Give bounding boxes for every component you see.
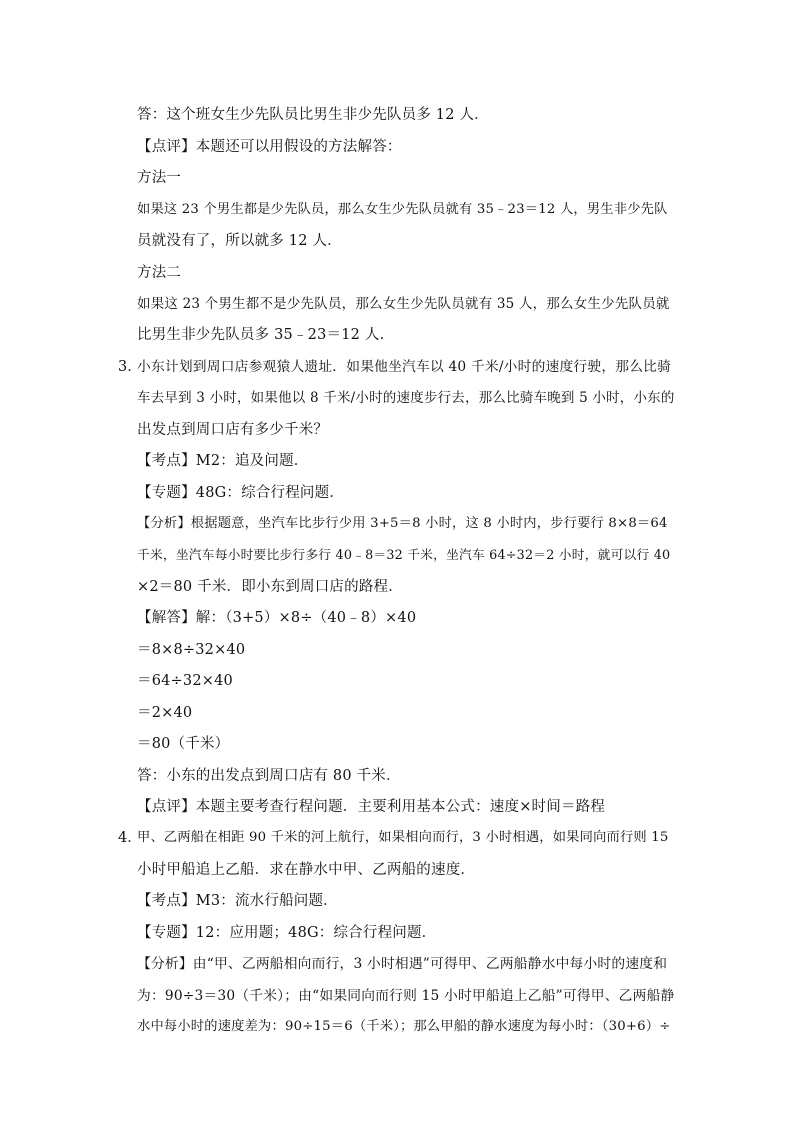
text-line: 出发点到周口店有多少千米？ <box>137 422 329 438</box>
text-line: 比男生非少先队员多 35﹣23＝12 人． <box>137 327 395 343</box>
text-line: 方法二 <box>137 265 182 281</box>
text-line: ×2＝80 千米．即小东到周口店的路程． <box>137 579 403 595</box>
text-line: 如果这 23 个男生都不是少先队员，那么女生少先队员就有 35 人，那么女生少先队员就 <box>137 296 670 312</box>
text-line: 【点评】本题主要考查行程问题．主要利用基本公式：速度×时间＝路程 <box>137 799 606 815</box>
question-number: 3． <box>118 359 142 375</box>
question-number: 4． <box>118 830 142 846</box>
text-line: 员就没有了，所以就多 12 人． <box>137 233 342 249</box>
text-line: 千米，坐汽车每小时要比步行多行 40﹣8＝32 千米，坐汽车 64÷32＝2 小时，就可以行 40 <box>137 548 671 563</box>
text-line: 甲、乙两船在相距 90 千米的河上航行，如果相向而行，3 小时相遇，如果同向而行则 15 <box>137 830 669 845</box>
text-line: 车去早到 3 小时，如果他以 8 千米/小时的速度步行去，那么比骑车晚到 5 小时，小东的 <box>137 390 675 406</box>
text-line: ＝2×40 <box>137 705 193 721</box>
text-line: 小东计划到周口店参观猿人遗址．如果他坐汽车以 40 千米/小时的速度行驶，那么比骑 <box>137 359 672 375</box>
text-line: 【分析】根据题意，坐汽车比步行少用 3+5＝8 小时，这 8 小时内，步行要行 8×8＝64 <box>137 516 668 531</box>
text-line: 【分析】由“甲、乙两船相向而行，3 小时相遇”可得甲、乙两船静水中每小时的速度和 <box>137 956 668 972</box>
text-line: 【专题】12：应用题；48G：综合行程问题． <box>137 925 437 941</box>
text-line: 【点评】本题还可以用假设的方法解答： <box>137 139 402 155</box>
text-line: 方法一 <box>137 170 182 186</box>
text-line: ＝64÷32×40 <box>137 673 233 689</box>
text-line: 答：小东的出发点到周口店有 80 千米． <box>137 768 401 784</box>
text-line: 【解答】解：（3+5）×8÷（40﹣8）×40 <box>137 610 417 626</box>
text-line: 水中每小时的速度差为：90÷15＝6（千米）；那么甲船的静水速度为每小时：（30+6）÷ <box>137 1019 671 1034</box>
text-line: 如果这 23 个男生都是少先队员，那么女生少先队员就有 35﹣23＝12 人，男生非少先队 <box>137 202 668 217</box>
text-line: 答：这个班女生少先队员比男生非少先队员多 12 人． <box>137 107 489 123</box>
text-line: 小时甲船追上乙船．求在静水中甲、乙两船的速度． <box>137 862 476 878</box>
text-line: 【考点】M3：流水行船问题． <box>137 893 338 909</box>
text-line: ＝8×8÷32×40 <box>137 642 246 658</box>
text-line: ＝80（千米） <box>137 736 230 752</box>
text-line: 为：90÷3＝30（千米）；由“如果同向而行则 15 小时甲船追上乙船”可得甲、乙两船静 <box>137 988 675 1004</box>
text-line: 【专题】48G：综合行程问题． <box>137 485 345 501</box>
text-line: 【考点】M2：追及问题． <box>137 453 309 469</box>
